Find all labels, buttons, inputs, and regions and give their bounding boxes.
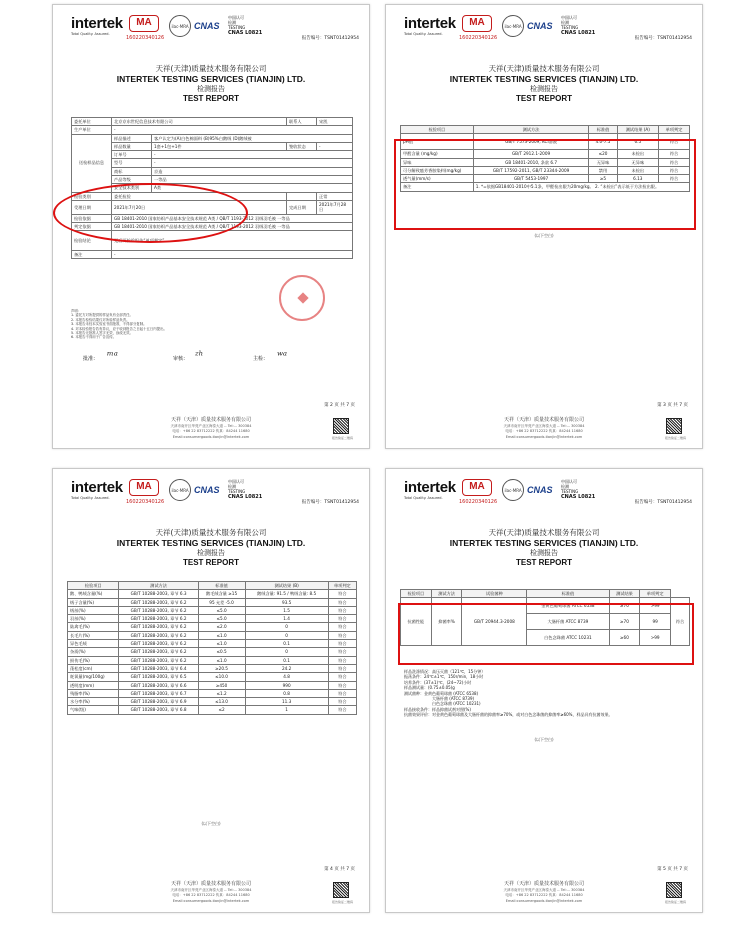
red-highlight-box	[398, 603, 694, 665]
footer-company: 天祥（天津）质量技术服务有限公司	[503, 881, 584, 887]
approver-signature: ᵐᵃ	[107, 349, 118, 362]
reviewer-signature: ᶻʰ	[195, 349, 204, 362]
intertek-logo: intertek	[404, 15, 456, 32]
company-en: INTERTEK TESTING SERVICES (TIANJIN) LTD.	[449, 538, 639, 548]
cnas-logo: CNAS	[527, 21, 553, 31]
footer-email: Email:consumergoods.tianjin@intertek.com	[505, 435, 583, 439]
table-row: 杂质(%) GB/T 10288-2003, 章节 6.2 ≤0.5 0 符合	[68, 648, 357, 656]
report-page-5	[385, 468, 703, 913]
table-row: 异味 GB 18401-2010, 条款 6.7 无异味 无异味 符合	[401, 158, 690, 166]
footer-tel: 电话：+86 22 83712222 传真：84244 11680	[172, 893, 250, 897]
table-row: 大肠杆菌 ATCC 8739 ≥70 99	[401, 614, 690, 630]
report-titles	[386, 527, 702, 567]
intertek-logo: intertek	[71, 15, 123, 32]
table-row: 残脂率(%) GB/T 10288-2003, 章节 6.7 ≤1.2 0.8 符合	[68, 689, 357, 697]
cnas-logo: CNAS	[527, 485, 553, 495]
company-en: INTERTEK TESTING SERVICES (TIANJIN) LTD.	[116, 74, 306, 84]
footer-tel: 电话：+86 22 83712222 传真：84244 11680	[172, 429, 250, 433]
table-row: 透明度(mm) GB/T 10288-2003, 章节 6.6 ≥450 990 符合	[68, 681, 357, 689]
tagline: Total Quality. Assured.	[404, 496, 443, 500]
cnas-text: 中国认可 检测 TESTING CNAS L0821	[561, 15, 596, 36]
table-row: 鹅、鸭绒含量(%) GB/T 10288-2003, 章节 6.3 鹅毛绒含量 ≥15 鹅绒含量: 91.5 / 鸭绒含量: 8.5 符合	[68, 590, 357, 598]
red-highlight-box	[394, 139, 696, 230]
cnas-logo: CNAS	[194, 485, 220, 495]
ma-number: 160220340126	[459, 499, 498, 505]
page-number: 第 2 页 共 7 页	[324, 403, 355, 408]
report-page-2	[52, 4, 370, 449]
signature-row	[83, 349, 313, 379]
footer-company: 天祥（天津）质量技术服务有限公司	[503, 417, 584, 423]
report-cn: 检测报告	[530, 85, 558, 93]
ilac-logo: ilac-MRA	[502, 479, 524, 501]
cnas-text: 中国认可 检测 TESTING CNAS L0821	[228, 479, 263, 500]
red-highlight-oval	[53, 183, 248, 243]
table-row: 绒子含量(%) GB/T 10288-2003, 章节 6.2 95 允差 -5.0 93.5 符合	[68, 598, 357, 606]
ma-logo: MA	[462, 15, 492, 32]
table-row: 长毛片(%) GB/T 10288-2003, 章节 6.2 ≤1.0 0 符合	[68, 631, 357, 639]
report-en: TEST REPORT	[515, 558, 572, 567]
footer-address: 天津市南开区华苑产业区海泰大道 -- Tel:... 300384	[170, 888, 252, 892]
sample-info-table: 委托单位 北京京东世纪信息技术有限公司 联系人 宋凯 生产单位 - 送检样品信息 样品描述 客户认定为(A)白色棉面料 (B)95%白鹅绒 (D)鹅绒被 样品数量 1套+1包+1件 签收状态 - 订单号 - 型号 - 商标 京造 产品等级 一等品 安全技术类别 A类 检验类别 委托检验 正常 受理日期 2021年7月20日 完成日期 2021年7月28日 检验依据 GB 18401-2010 国家纺织产品基本安全技术规范 A类 / QB/T 1193-2012 羽绒羽毛被 一等品 判定依据 GB 18401-2010 国家纺织产品基本安全技术规范 A类 / QB/T 1193-2012 羽绒羽毛被 一等品 检验结论 见后页检验报告“单项判定” 备注 -	[71, 117, 353, 259]
report-en: TEST REPORT	[182, 558, 239, 567]
page-number: 第 3 页 共 7 页	[657, 403, 688, 408]
chemical-test-table: 检验项目 测试方法 标准值 测试结果 (A) 单项判定 pH值 GB/T 7573-2009, KCl溶液 4.0-7.5 6.5 符合 甲醛含量 (mg/kg) GB/T 2912.1-2009 ≤20 未检出 符合 异味 GB 18401-2010, 条款 6.7 无异味 无异味 符合 可分解致癌芳香胺染料(mg/kg) GB/T 17592-2011, GB/T 23344-2009 禁用 未检出 符合 透气量(mm/s) GB/T 5453-1997 ≥5 6.13 符合 备注 1. *=依据GB18401-2010中5.1条，甲醛检出限为20mg/kg。 2. “未检出”表示低于方法检出限。	[400, 125, 690, 192]
blank-below: (以下空白)	[534, 737, 554, 742]
table-row: 水分率(%) GB/T 10288-2003, 章节 6.9 ≤13.0 11.3 符合	[68, 698, 357, 706]
report-titles	[53, 63, 369, 103]
ma-logo: MA	[462, 479, 492, 496]
table-row: 耗氧量(mg/100g) GB/T 10288-2003, 章节 6.5 ≤10.0 4.8 符合	[68, 673, 357, 681]
ma-logo: MA	[129, 15, 159, 32]
footer-email: Email:consumergoods.tianjin@intertek.com	[172, 435, 250, 439]
cnas-text: 中国认可 检测 TESTING CNAS L0821	[228, 15, 263, 36]
report-en: TEST REPORT	[515, 94, 572, 103]
qr-label: 报告验证二维码	[331, 436, 353, 440]
table-row: 可分解致癌芳香胺染料(mg/kg) GB/T 17592-2011, GB/T 23344-2009 禁用 未检出 符合	[401, 166, 690, 174]
page-number: 第 5 页 共 7 页	[657, 867, 688, 872]
qr-code	[333, 882, 349, 898]
blank-below: (以下空白)	[534, 233, 554, 238]
company-cn: 天祥(天津)质量技术服务有限公司	[488, 64, 600, 73]
report-number: 报告编号：TSNT01412954	[301, 36, 359, 41]
ilac-logo: ilac-MRA	[169, 479, 191, 501]
cnas-text: 中国认可 检测 TESTING CNAS L0821	[561, 479, 596, 500]
table-row: 气味(级) GB/T 10288-2003, 章节 6.8 ≤2 1 符合	[68, 706, 357, 714]
ma-number: 160220340126	[126, 35, 165, 41]
group-label: 送检样品信息	[72, 134, 112, 192]
antibacterial-table: 检验项目 测试方法 试验菌种 标准值 测试结果 单项判定 抗菌性能 抑菌率% GB/T 20944.3-2008 金黄色葡萄球菌 ATCC 6538 ≥70 >99 符合 大肠杆菌 ATCC 8739 ≥70 99 白色念珠菌 ATCC 10231 ≥60 >99	[400, 589, 690, 646]
tagline: Total Quality. Assured.	[404, 32, 443, 36]
table-row: 绒丝(%) GB/T 10288-2003, 章节 6.2 ≤5.0 1.5 符合	[68, 606, 357, 614]
intertek-logo: intertek	[71, 479, 123, 496]
report-titles	[53, 527, 369, 567]
footer-tel: 电话：+86 22 83712222 传真：84244 11680	[505, 429, 583, 433]
report-titles	[386, 63, 702, 103]
tester-signature: ʷᵃ	[277, 349, 288, 362]
qr-label: 报告验证二维码	[331, 900, 353, 904]
company-en: INTERTEK TESTING SERVICES (TIANJIN) LTD.	[449, 74, 639, 84]
ma-number: 160220340126	[126, 499, 165, 505]
footer-email: Email:consumergoods.tianjin@intertek.com	[505, 899, 583, 903]
tagline: Total Quality. Assured.	[71, 32, 110, 36]
footer-company: 天祥（天津）质量技术服务有限公司	[170, 881, 251, 887]
report-cn: 检测报告	[197, 549, 225, 557]
company-en: INTERTEK TESTING SERVICES (TIANJIN) LTD.	[116, 538, 306, 548]
tagline: Total Quality. Assured.	[71, 496, 110, 500]
company-cn: 天祥(天津)质量技术服务有限公司	[155, 64, 267, 73]
qr-code	[666, 418, 682, 434]
intertek-logo: intertek	[404, 479, 456, 496]
report-number: 报告编号：TSNT01412954	[634, 500, 692, 505]
company-cn: 天祥(天津)质量技术服务有限公司	[488, 528, 600, 537]
report-cn: 检测报告	[530, 549, 558, 557]
ma-logo: MA	[129, 479, 159, 496]
company-cn: 天祥(天津)质量技术服务有限公司	[155, 528, 267, 537]
test-conditions: 样品洗涤情况：高压灭菌（121℃，15分钟） 振荡条件：24℃±1℃，150r/min，18小时 培养条件：(37±1)℃，(24~72)小时 样品测试量：(0.75±0.05)g 测试菌种：金黄色葡萄球菌 (ATCC 6538) 大肠杆菌 (ATCC 8739) 白色念珠菌 (ATCC 10231) 样品接收条件：样品抑菌试剂对照(%) 抗菌效果评价：对金黄色葡萄球菌及大肠杆菌的抑菌率≥70%，或对白色念珠菌的抑菌率≥60%，样品具有抗菌效果。	[404, 669, 613, 718]
tester-label: 主检：	[253, 356, 269, 362]
reviewer-label: 审核：	[173, 356, 189, 362]
blank-below: (以下空白)	[201, 821, 221, 826]
report-page-3	[385, 4, 703, 449]
report-number: 报告编号：TSNT01412954	[634, 36, 692, 41]
table-row: 白色念珠菌 ATCC 10231 ≥60 >99	[401, 630, 690, 646]
table-row: 羽丝(%) GB/T 10288-2003, 章节 6.2 ≤5.0 1.4 符合	[68, 615, 357, 623]
footer-email: Email:consumergoods.tianjin@intertek.com	[172, 899, 250, 903]
table-row: 损伤毛(%) GB/T 10288-2003, 章节 6.2 ≤1.0 0.1 符合	[68, 656, 357, 664]
table-row: 异色毛绒 GB/T 10288-2003, 章节 6.2 ≤1.0 0.1 符合	[68, 640, 357, 648]
table-row: 陆禽毛(%) GB/T 10288-2003, 章节 6.2 ≤2.0 0 符合	[68, 623, 357, 631]
footer-address: 天津市南开区华苑产业区海泰大道 -- Tel:... 300384	[170, 424, 252, 428]
report-page-4	[52, 468, 370, 913]
down-test-table: 检验项目 测试方法 标准值 测试结果 (B) 单项判定 鹅、鸭绒含量(%) GB/T 10288-2003, 章节 6.3 鹅毛绒含量 ≥15 鹅绒含量: 91.5 / 鸭绒含量: 8.5 符合 绒子含量(%) GB/T 10288-2003, 章节 6.2 95 允差 -5.0 93.5 符合 绒丝(%) GB/T 10288-2003, 章节 6.2 ≤5.0 1.5 符合 羽丝(%) GB/T 10288-2003, 章节 6.2 ≤5.0 1.4 符合 陆禽毛(%) GB/T 10288-2003, 章节 6.2 ≤2.0 0 符合 长毛片(%) GB/T 10288-2003, 章节 6.2 ≤1.0 0 符合 异色毛绒 GB/T 10288-2003, 章节 6.2 ≤1.0 0.1 符合 杂质(%) GB/T 10288-2003, 章节 6.2 ≤0.5 0 符合 损伤毛(%) GB/T 10288-2003, 章节 6.2 ≤1.0 0.1 符合 蓬松度(cm) GB/T 10288-2003, 章节 6.4 ≥20.5 24.2 符合 耗氧量(mg/100g) GB/T 10288-2003, 章节 6.5 ≤10.0 4.8 符合 透明度(mm) GB/T 10288-2003, 章节 6.6 ≥450 990 符合 残脂率(%) GB/T 10288-2003, 章节 6.7 ≤1.2 0.8 符合 水分率(%) GB/T 10288-2003, 章节 6.9 ≤13.0 11.3 符合 气味(级) GB/T 10288-2003, 章节 6.8 ≤2 1 符合	[67, 581, 357, 715]
ilac-logo: ilac-MRA	[502, 15, 524, 37]
table-row: pH值 GB/T 7573-2009, KCl溶液 4.0-7.5 6.5 符合	[401, 134, 690, 150]
footer-address: 天津市南开区华苑产业区海泰大道 -- Tel:... 300384	[503, 424, 585, 428]
qr-label: 报告验证二维码	[664, 436, 686, 440]
report-cn: 检测报告	[197, 85, 225, 93]
qr-code	[666, 882, 682, 898]
qr-code	[333, 418, 349, 434]
footer-tel: 电话：+86 22 83712222 传真：84244 11680	[505, 893, 583, 897]
footer-company: 天祥（天津）质量技术服务有限公司	[170, 417, 251, 423]
approver-label: 批准：	[83, 356, 99, 362]
table-row: 甲醛含量 (mg/kg) GB/T 2912.1-2009 ≤20 未检出 符合	[401, 150, 690, 158]
table-row: 透气量(mm/s) GB/T 5453-1997 ≥5 6.13 符合	[401, 175, 690, 183]
table-row: 蓬松度(cm) GB/T 10288-2003, 章节 6.4 ≥20.5 24.2 符合	[68, 664, 357, 672]
statement-notes: 声明： 1. 委托方对所提供的样品负有全部责任。 2. 本报告检验结果仅对所检样品负责。 3. 本报告未经本实验室书面批准，不得部分复制。 4. 对本检验报告若有异议，应于收到报告之日起十五日内提出。 5. 本报告无批准人签字无效，涂改无效。 6. 本报告不得用于广告宣传。	[71, 309, 167, 340]
report-en: TEST REPORT	[182, 94, 239, 103]
qr-label: 报告验证二维码	[664, 900, 686, 904]
footer-address: 天津市南开区华苑产业区海泰大道 -- Tel:... 300384	[503, 888, 585, 892]
table-row: 抗菌性能 抑菌率% GB/T 20944.3-2008 金黄色葡萄球菌 ATCC 6538 ≥70 >99 符合	[401, 598, 690, 614]
ma-number: 160220340126	[459, 35, 498, 41]
cnas-logo: CNAS	[194, 21, 220, 31]
page-number: 第 4 页 共 7 页	[324, 867, 355, 872]
ilac-logo: ilac-MRA	[169, 15, 191, 37]
report-number: 报告编号：TSNT01412954	[301, 500, 359, 505]
